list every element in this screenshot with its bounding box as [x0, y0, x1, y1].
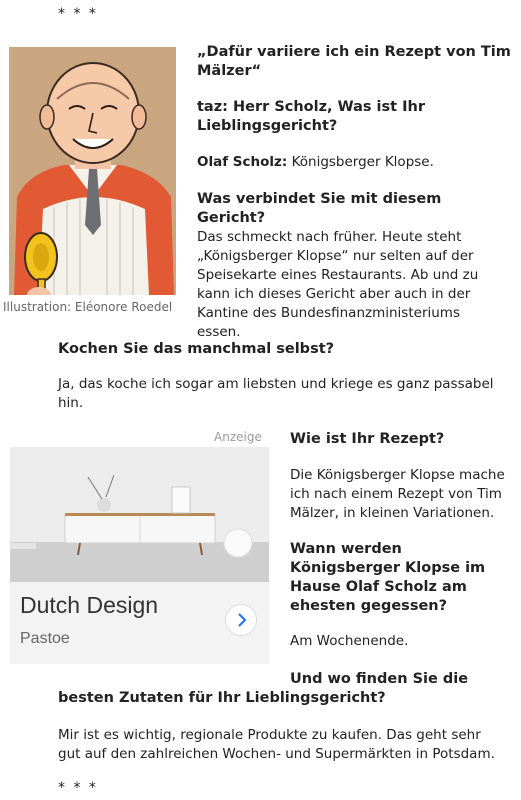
- question-6-part-2: besten Zutaten für Ihr Lieblingsgericht?: [58, 690, 386, 706]
- question-5: Wann werden Königsberger Klopse im Hause Olaf Scholz am ehesten gegessen?: [290, 541, 486, 614]
- question-2: Was verbindet Sie mit diesem Gericht?: [197, 191, 442, 226]
- chevron-right-icon: [226, 605, 256, 635]
- ad-subline: Pastoe: [20, 630, 70, 647]
- answer-5: Am Wochenende.: [290, 633, 409, 649]
- answer-6: Mir ist es wichtig, regionale Produkte zu kaufen. Das geht sehr gut auf den zahlreichen Wochen- und Supermärkten in Potsdam.: [58, 727, 495, 762]
- separator-bottom: * * *: [58, 780, 98, 796]
- header-quote: „Dafür variiere ich ein Rezept von Tim Mälzer“: [197, 44, 511, 79]
- question-1: taz: Herr Scholz, Was ist Ihr Lieblingsgericht?: [197, 99, 425, 134]
- question-4: Wie ist Ihr Rezept?: [290, 431, 445, 447]
- question-6-part-1: Und wo finden Sie die: [290, 671, 469, 687]
- separator-top: * * *: [58, 6, 98, 22]
- answer-1-speaker: Olaf Scholz:: [197, 154, 288, 170]
- ad-label: Anzeige: [214, 430, 262, 444]
- answer-4: Die Königsberger Klopse mache ich nach einem Rezept von Tim Mälzer, in kleinen Variationen.: [290, 467, 505, 521]
- ad-image: [10, 447, 269, 582]
- question-3: Kochen Sie das manchmal selbst?: [58, 341, 335, 357]
- ad-banner[interactable]: [10, 447, 269, 664]
- ad-next-button[interactable]: [225, 604, 257, 636]
- illustration-caption: Illustration: Eléonore Roedel: [3, 300, 173, 314]
- answer-1-text: Königsberger Klopse.: [287, 154, 434, 170]
- answer-2: Das schmeckt nach früher. Heute steht „Königsberger Klopse“ nur selten auf der Speisekarte eines Restaurants. Ab und zu kann ich dieses Gericht aber auch in der Kantine des Bundesfinanzministeriums essen.: [197, 229, 479, 340]
- answer-3: Ja, das koche ich sogar am liebsten und kriege es ganz passabel hin.: [58, 376, 494, 411]
- answer-1: [197, 153, 512, 172]
- illustration: [9, 47, 176, 295]
- ad-headline: Dutch Design: [20, 592, 159, 618]
